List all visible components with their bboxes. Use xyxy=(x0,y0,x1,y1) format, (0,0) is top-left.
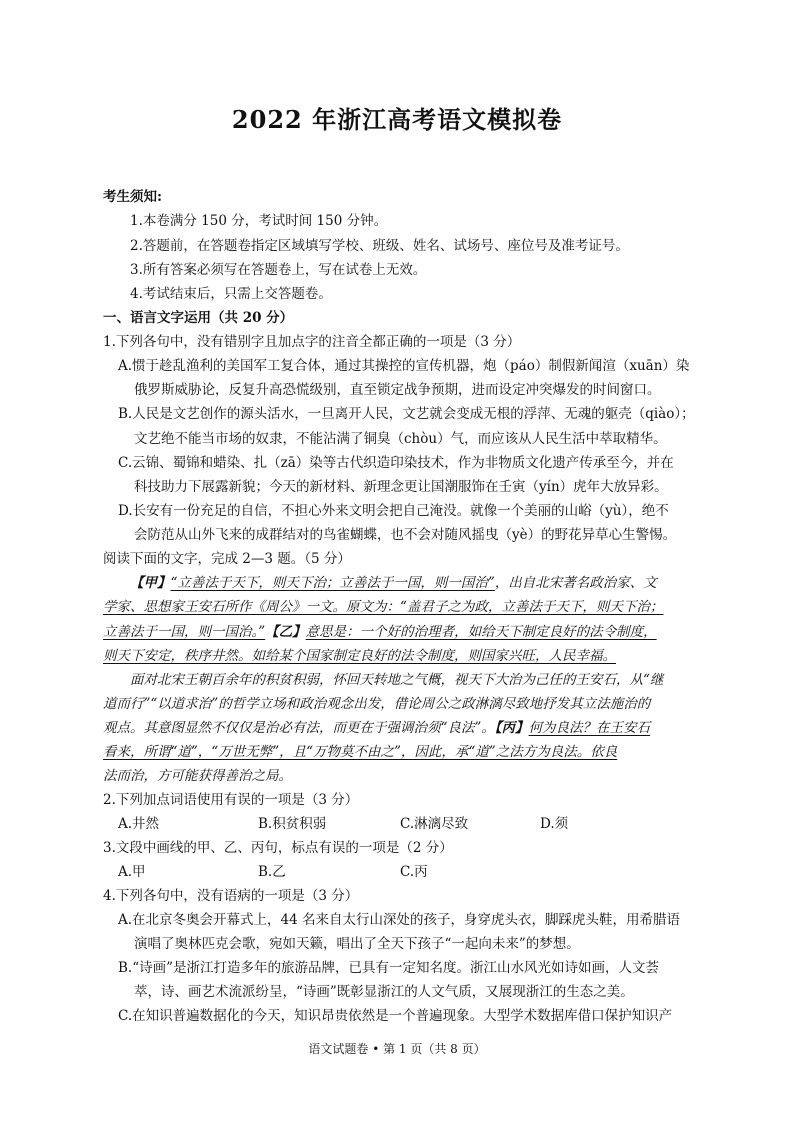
q1-option-b-cont: 文艺绝不能当市场的奴隶，不能沾满了铜臭（chòu）气，而应该从人民生活中萃取精华。 xyxy=(134,431,667,447)
passage-line: 法而治，方可能获得善治之局。 xyxy=(103,768,292,784)
q3-option-b: B.乙 xyxy=(258,864,286,880)
notice-item: 2.答题前，在答题卷指定区域填写学校、班级、姓名、试场号、座位号及准考证号。 xyxy=(130,238,629,254)
q4-option-c: C.在知识普遍数据化的今天，知识昂贵依然是一个普遍现象。大型学术数据库借口保护知识产 xyxy=(118,1008,673,1024)
question-1-stem: 1.下列各句中，没有错别字且加点字的注音全都正确的一项是（3 分） xyxy=(103,334,521,350)
passage-text: 观点。其意图显然不仅仅是治必有法，而更在于强调治须“良法”。 xyxy=(103,720,495,736)
underlined-sentence-jia: “立善法于天下，则天下治；立善法于一国，则一国治” xyxy=(170,575,495,591)
question-4-stem: 4.下列各句中，没有语病的一项是（3 分） xyxy=(103,888,359,904)
notice-item: 4.考试结束后，只需上交答题卷。 xyxy=(130,286,332,302)
q1-option-c: C.云锦、蜀锦和蜡染、扎（zā）染等古代织造印染技术，作为非物质文化遗产传承至今，并在 xyxy=(118,455,674,471)
page-title: 2022 年浙江高考语文模拟卷 xyxy=(231,105,563,134)
q2-option-d: D.须 xyxy=(540,816,569,832)
question-2-stem: 2.下列加点词语使用有误的一项是（3 分） xyxy=(103,792,359,808)
q2-option-a: A.井然 xyxy=(118,816,160,832)
marker-jia: 【甲】 xyxy=(130,575,171,591)
passage-line: 看来，所谓“道”，“万世无弊”，且“万物莫不由之”，因此，承“道”之法方为良法。依良 xyxy=(103,744,618,760)
q3-option-c: C.丙 xyxy=(400,864,428,880)
marker-yi: 【乙】 xyxy=(265,624,306,640)
q1-option-a-cont: 俄罗斯威胁论，反复升高恐慌级别，直至锁定战争预期，进而设定冲突爆发的时间窗口。 xyxy=(134,382,661,398)
passage-line: 学家、思想家王安石所作《周公》一文。原文为：“盖君子之为政，立善法于天下，则天下治； xyxy=(103,599,664,615)
passage-line xyxy=(130,574,657,592)
q4-option-a-cont: 演唱了奥林匹克会歌，宛如天籁，唱出了全天下孩子“一起向未来”的梦想。 xyxy=(134,936,580,952)
reading-intro: 阅读下面的文字，完成 2—3 题。（5 分） xyxy=(103,551,351,567)
q1-option-c-cont: 科技助力下展露新貌；今天的新材料、新理念更让国潮服饰在壬寅（yín）虎年大放异彩。 xyxy=(134,479,668,495)
notice-item: 3.所有答案必须写在答题卷上，写在试卷上无效。 xyxy=(130,262,427,278)
passage-text: 立善法于一国，则一国治。” xyxy=(103,624,266,640)
q1-option-b: B.人民是文艺创作的源头活水，一旦离开人民，文艺就会变成无根的浮萍、无魂的躯壳（qiào）； xyxy=(118,406,695,422)
notice-heading: 考生须知: xyxy=(103,189,162,205)
passage-line: 道而行”“以道求治”的哲学立场和政治观念出发，借论周公之政淋漓尽致地抒发其立法施治的 xyxy=(103,696,651,712)
passage-line: 则天下安定，秩序井然。如给某个国家制定良好的法令制度，则国家兴旺，人民幸福。 xyxy=(103,648,616,664)
q4-option-b-cont: 萃，诗、画艺术流派纷呈，“诗画”既彰显浙江的人文气质，又展现浙江的生态之美。 xyxy=(134,984,634,1000)
page-footer: 语文试题卷 • 第 1 页（共 8 页） xyxy=(308,1042,486,1056)
q2-option-c: C.淋漓尽致 xyxy=(400,816,469,832)
passage-line xyxy=(103,719,650,737)
q1-option-a: A.惯于趁乱渔利的美国军工复合体，通过其操控的宣传机器，炮（páo）制假新闻渲（xuān）染 xyxy=(118,358,690,374)
q3-option-a: A.甲 xyxy=(118,864,146,880)
passage-line: 面对北宋王朝百余年的积贫积弱，怀回天转地之气概，视天下大治为己任的王安石，从“继 xyxy=(130,672,664,688)
underlined-sentence-bing: 何为良法？在王安石 xyxy=(528,720,651,736)
q1-option-d-cont: 会防范从山外飞来的成群结对的鸟雀蝴蝶，也不会对随风摇曳（yè）的野花异草心生警惕。 xyxy=(134,527,677,543)
q1-option-d: D.长安有一份充足的自信，不担心外来文明会把自己淹没。就像一个美丽的山峪（yù），绝不 xyxy=(118,503,669,519)
q4-option-a: A.在北京冬奥会开幕式上，44 名来自太行山深处的孩子，身穿虎头衣，脚踩虎头鞋，用希腊语 xyxy=(118,912,681,928)
q2-option-b: B.积贫积弱 xyxy=(258,816,327,832)
q4-option-b: B.“诗画”是浙江打造多年的旅游品牌，已具有一定知名度。浙江山水风光如诗如画，人文荟 xyxy=(118,960,660,976)
section-heading: 一、语言文字运用（共 20 分） xyxy=(103,310,294,326)
marker-bing: 【丙】 xyxy=(494,720,529,736)
underlined-sentence-yi: 意思是：一个好的治理者，如给天下制定良好的法令制度， xyxy=(305,624,657,640)
notice-item: 1.本卷满分 150 分，考试时间 150 分钟。 xyxy=(130,213,388,229)
passage-text: ，出自北宋著名政治家、文 xyxy=(494,575,657,591)
question-3-stem: 3.文段中画线的甲、乙、丙句，标点有误的一项是（2 分） xyxy=(103,840,453,856)
passage-line xyxy=(103,623,657,641)
